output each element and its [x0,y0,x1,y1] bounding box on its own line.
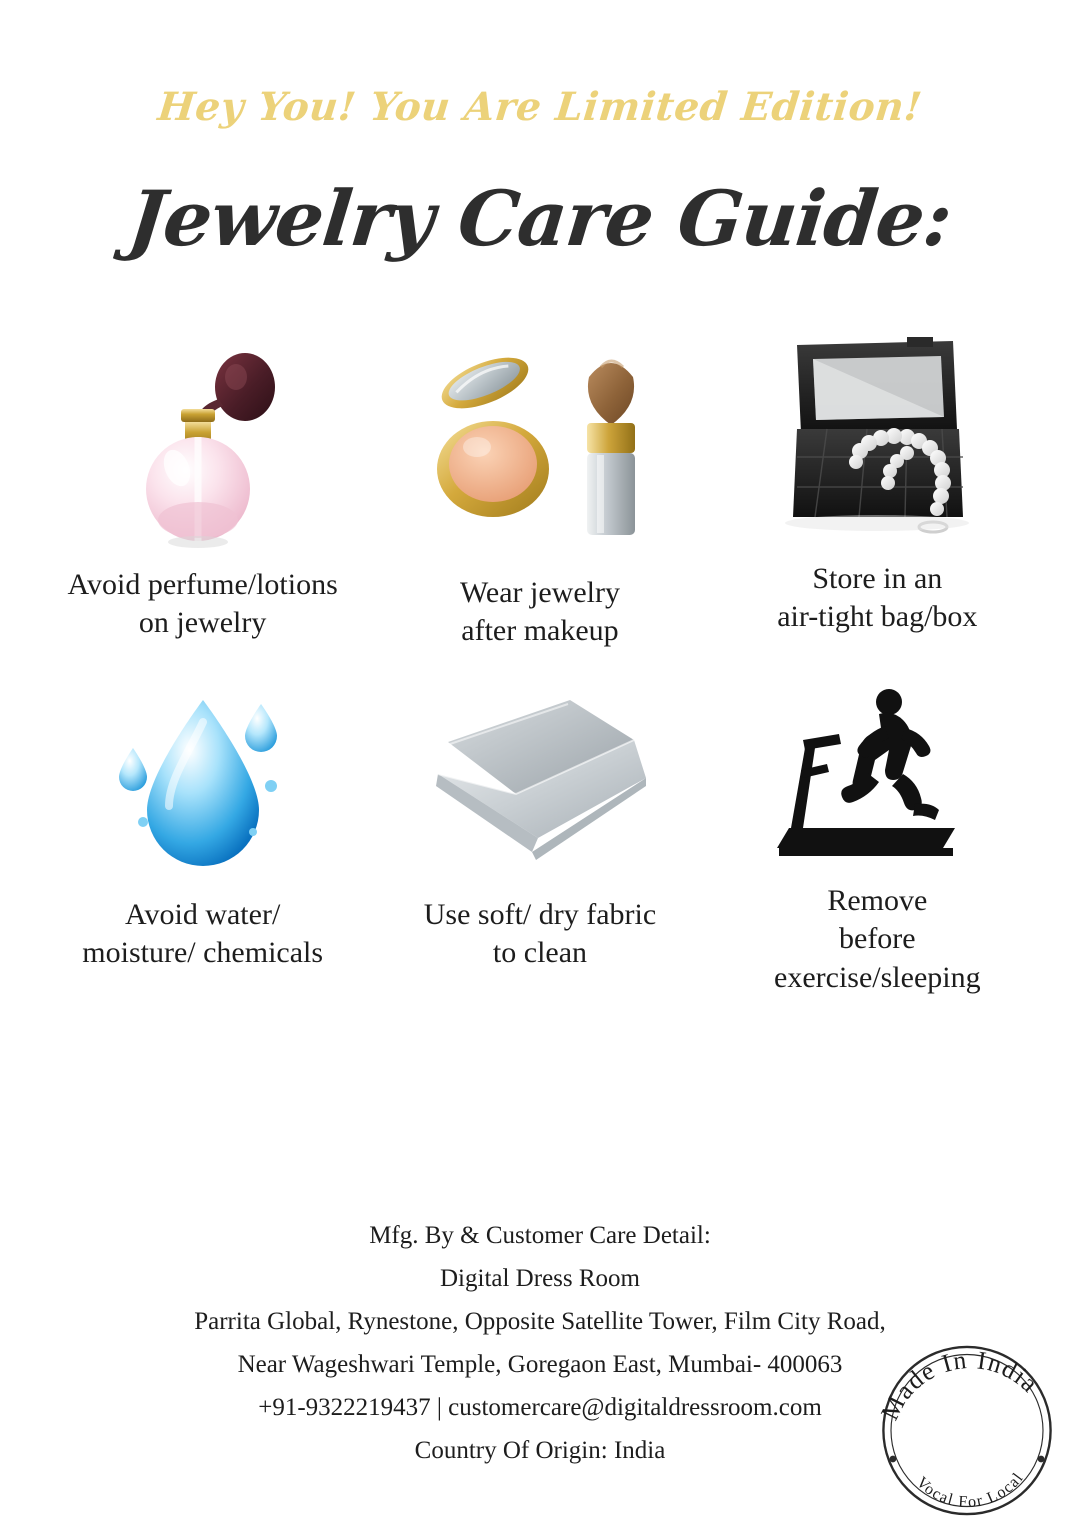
caption-line: moisture/ chemicals [82,936,324,970]
caption-line: after makeup [461,614,619,648]
footer-line: Near Wageshwari Temple, Goregaon East, Mumbai- 400063 [237,1351,843,1378]
caption-line: Avoid perfume/lotions [67,568,338,601]
treadmill-runner-icon [767,667,987,878]
stamp-bottom-text: Vocal For Local [912,1469,1028,1511]
water-droplet-icon [103,667,303,882]
caption-line: Store in an [812,562,943,595]
care-tip-caption [777,560,977,637]
cleaning-cloth-icon [420,667,660,882]
perfume-bottle-icon [103,337,303,552]
footer-line: Mfg. By & Customer Care Detail: [369,1222,711,1249]
care-tip-caption [424,896,656,973]
makeup-compact-brush-icon [425,337,655,552]
caption-line: exercise/sleeping [774,960,981,994]
caption-line: to clean [492,936,588,970]
care-tip-item [371,337,708,667]
footer-line: +91-9322219437 | customercare@digitaldressroom.com [258,1394,822,1421]
caption-line: Remove [827,883,928,917]
care-tip-item [709,337,1046,667]
jewelry-care-guide-page [0,84,1080,1524]
footer-line: Country Of Origin: India [414,1437,666,1464]
care-tip-item [34,337,371,667]
care-tip-item [34,667,371,997]
care-tips-grid [0,337,1080,997]
caption-line: on jewelry [138,606,267,640]
caption-line: Use soft/ dry fabric [423,898,657,931]
care-tip-caption [460,574,620,651]
footer-line: Digital Dress Room [440,1265,640,1292]
caption-line: Wear jewelry [459,576,620,609]
footer-line: Parrita Global, Rynestone, Opposite Satellite Tower, Film City Road, [194,1308,886,1335]
caption-line: before [839,922,916,956]
caption-line: air-tight bag/box [777,600,978,634]
tagline-text: Hey You! You Are Limited Edition! [155,84,925,130]
care-tip-caption [774,882,981,997]
stamp-top-text: Made In India [874,1345,1045,1425]
care-tip-caption [82,896,323,973]
jewelry-box-icon [757,337,997,552]
caption-line: Avoid water/ [125,898,281,931]
page-title: Jewelry Care Guide: [124,174,956,263]
made-in-india-stamp [872,1326,1062,1516]
care-tip-item [709,667,1046,997]
care-tip-item [371,667,708,997]
svg-text:Made In India [875,1345,1045,1425]
care-tip-caption [68,566,338,643]
